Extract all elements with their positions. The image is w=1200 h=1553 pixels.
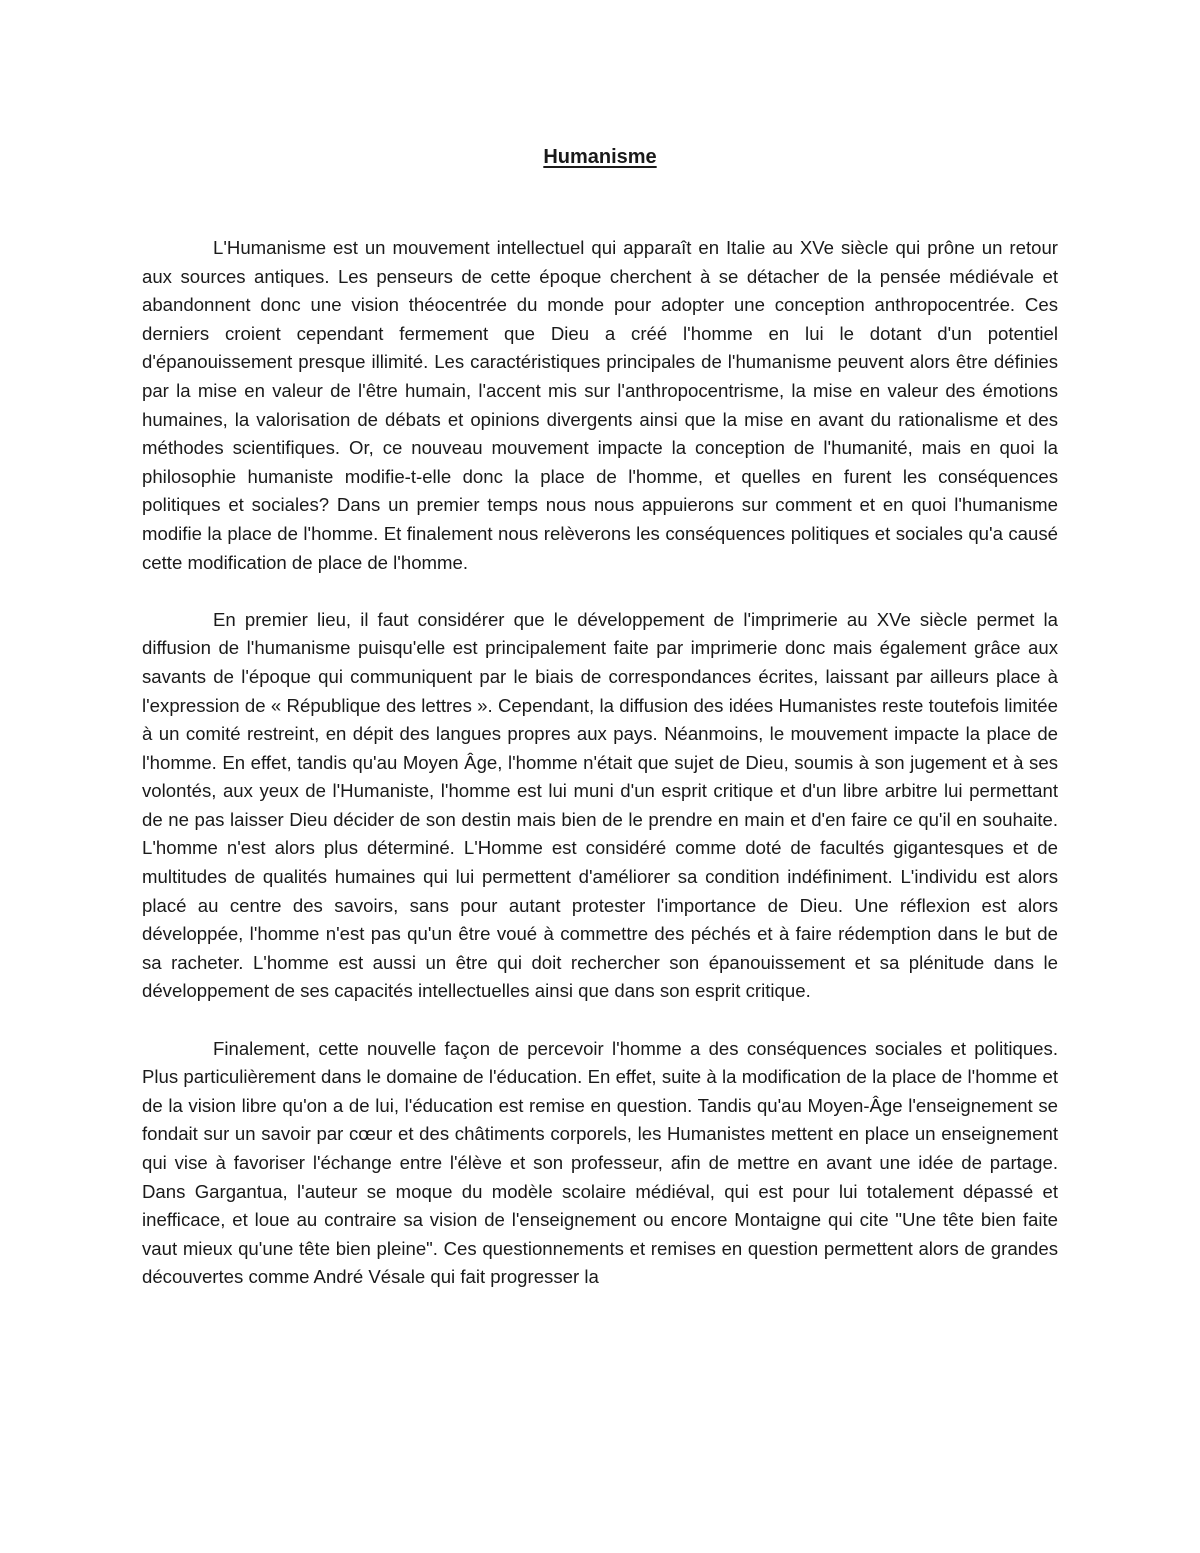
document-title-text: Humanisme — [543, 146, 657, 168]
document-body — [142, 234, 1058, 1321]
paragraph-premier-lieu: En premier lieu, il faut considérer que le développement de l'imprimerie au XVe siècle permet la diffusion de l'humanisme puisqu'elle est principalement faite par imprimerie donc mais également grâce aux savants de l'époque qui communiquent par le biais de correspondances écrites, laissant par ailleurs place à l'expression de « République des lettres ». Cependant, la diffusion des idées Humanistes reste toutefois limitée à un comité restreint, en dépit des langues propres aux pays. Néanmoins, le mouvement impacte la place de l'homme. En effet, tandis qu'au Moyen Âge, l'homme n'était que sujet de Dieu, soumis à son jugement et à ses volontés, aux yeux de l'Humaniste, l'homme est lui muni d'un esprit critique et d'un libre arbitre lui permettant de ne pas laisser Dieu décider de son destin mais bien de le prendre en main et d'en faire ce qu'il en souhaite. L'homme n'est alors plus déterminé. L'Homme est considéré comme doté de facultés gigantesques et de multitudes de qualités humaines qui lui permettent d'améliorer sa condition indéfiniment. L'individu est alors placé au centre des savoirs, sans pour autant protester l'importance de Dieu. Une réflexion est alors développée, l'homme n'est pas qu'un être voué à commettre des péchés et à faire rédemption dans le but de sa racheter. L'homme est aussi un être qui doit rechercher son épanouissement et sa plénitude dans le développement de ses capacités intellectuelles ainsi que dans son esprit critique. — [142, 608, 1058, 1002]
document-title — [0, 143, 1200, 171]
paragraph-finalement: Finalement, cette nouvelle façon de percevoir l'homme a des conséquences sociales et politiques. Plus particulièrement dans le domaine de l'éducation. En effet, suite à la modification de la place de l'homme et de la vision libre qu'on a de lui, l'éducation est remise en question. Tandis qu'au Moyen-Âge l'enseignement se fondait sur un savoir par cœur et des châtiments corporels, les Humanistes mettent en place un enseignement qui vise à favoriser l'échange entre l'élève et son professeur, afin de mettre en avant une idée de partage. Dans Gargantua, l'auteur se moque du modèle scolaire médiéval, qui est pour lui totalement dépassé et inefficace, et loue au contraire sa vision de l'enseignement ou encore Montaigne qui cite "Une tête bien faite vaut mieux qu'une tête bien pleine". Ces questionnements et remises en question permettent alors de grandes découvertes comme André Vésale qui fait progresser la — [142, 1037, 1058, 1288]
paragraph-introduction: L'Humanisme est un mouvement intellectuel qui apparaît en Italie au XVe siècle qui prône un retour aux sources antiques. Les penseurs de cette époque cherchent à se détacher de la pensée médiévale et abandonnent donc une vision théocentrée du monde pour adopter une conception anthropocentrée. Ces derniers croient cependant fermement que Dieu a créé l'homme en lui le dotant d'un potentiel d'épanouissement presque illimité. Les caractéristiques principales de l'humanisme peuvent alors être définies par la mise en valeur de l'être humain, l'accent mis sur l'anthropocentrisme, la mise en valeur des émotions humaines, la valorisation de débats et opinions divergents ainsi que la mise en avant du rationalisme et des méthodes scientifiques. Or, ce nouveau mouvement impacte la conception de l'humanité, mais en quoi la philosophie humaniste modifie-t-elle donc la place de l'homme, et quelles en furent les conséquences politiques et sociales? Dans un premier temps nous nous appuierons sur comment et en quoi l'humanisme modifie la place de l'homme. Et finalement nous relèverons les conséquences politiques et sociales qu'a causé cette modification de place de l'homme. — [142, 237, 1058, 573]
